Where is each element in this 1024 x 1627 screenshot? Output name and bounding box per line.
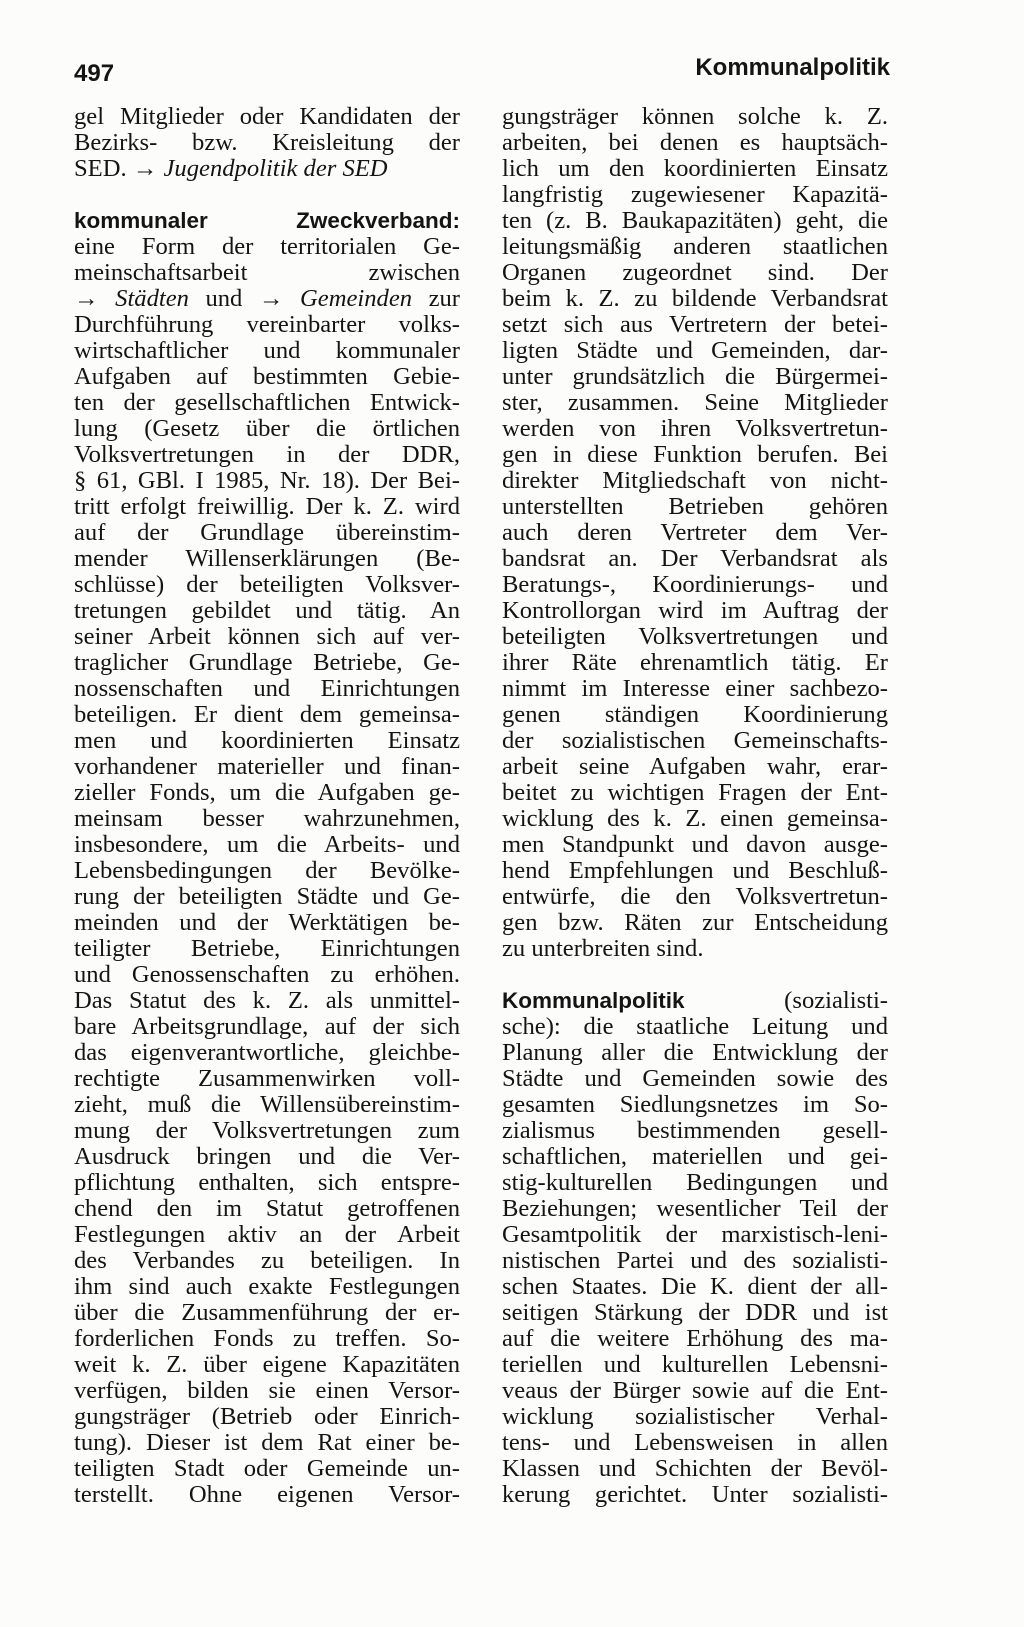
text-line: § 61, GBl. I 1985, Nr. 18). Der Bei- — [74, 467, 460, 494]
text-line: Das Statut des k. Z. als unmittel- — [74, 987, 460, 1014]
text-line: über die Zusammenführung der er- — [74, 1299, 460, 1326]
text-line: Ausdruck bringen und die Ver- — [74, 1143, 460, 1170]
text-line: meinden und der Werktätigen be- — [74, 909, 460, 936]
text-line: beteiligen. Er dient dem gemeinsa- — [74, 701, 460, 728]
text-line: beim k. Z. zu bildende Verbandsrat — [502, 285, 888, 312]
text-line — [74, 208, 460, 234]
cross-reference: Jugendpolitik der SED — [163, 155, 388, 182]
text-line: das eigenverantwortliche, gleichbe- — [74, 1039, 460, 1066]
text-line — [502, 988, 888, 1014]
text-run: → — [74, 285, 116, 312]
text-line: verfügen, bilden sie einen Versor- — [74, 1377, 460, 1404]
headword: kommunaler Zweckverband: — [74, 208, 460, 233]
text-line: unter grundsätzlich die Bürgermei- — [502, 363, 888, 390]
text-line: nimmt im Interesse einer sachbezo- — [502, 675, 888, 702]
text-line: zu unterbreiten sind. — [502, 935, 704, 962]
text-line: meinschaftsarbeit zwischen — [74, 259, 460, 286]
text-line: Kontrollorgan wird im Auftrag der — [502, 597, 888, 624]
text-line: vorhandener materieller und finan- — [74, 753, 460, 780]
text-line: direkter Mitgliedschaft von nicht- — [502, 467, 888, 494]
text-line: zieller Fonds, um die Aufgaben ge- — [74, 779, 460, 806]
text-line: Durchführung vereinbarter volks- — [74, 311, 460, 338]
text-line — [74, 156, 460, 182]
text-line: ihm sind auch exakte Festlegungen — [74, 1273, 460, 1300]
text-run: zur — [412, 285, 460, 312]
text-line: wicklung sozialistischer Verhal- — [502, 1403, 888, 1430]
text-line: auf der Grundlage übereinstim- — [74, 519, 460, 546]
text-line: tens- und Lebensweisen in allen — [502, 1429, 888, 1456]
text-line: bare Arbeitsgrundlage, auf der sich — [74, 1013, 460, 1040]
page-header — [74, 52, 890, 92]
text-line: sche): die staatliche Leitung und — [502, 1013, 888, 1040]
text-line: gungsträger (Betrieb oder Einrich- — [74, 1403, 460, 1430]
text-line: kerung gerichtet. Unter sozialisti- — [502, 1481, 888, 1508]
text-line: und Genossenschaften zu erhöhen. — [74, 961, 460, 988]
text-line: langfristig zugewiesener Kapazitä- — [502, 181, 888, 208]
text-line: insbesondere, um die Arbeits- und — [74, 831, 460, 858]
text-line: Bezirks- bzw. Kreisleitung der — [74, 129, 460, 156]
text-line: tung). Dieser ist dem Rat einer be- — [74, 1429, 460, 1456]
text-line: unterstellten Betrieben gehören — [502, 493, 888, 520]
text-line: gel Mitglieder oder Kandidaten der — [74, 103, 460, 130]
text-line: setzt sich aus Vertretern der betei- — [502, 311, 888, 338]
cross-reference: Städten — [115, 285, 189, 312]
text-line: meinsam besser wahrzunehmen, — [74, 805, 460, 832]
text-line: arbeit seine Aufgaben wahr, erar- — [502, 753, 888, 780]
text-line: rechtigte Zusammenwirken voll- — [74, 1065, 460, 1092]
text-line: tritt erfolgt freiwillig. Der k. Z. wird — [74, 493, 460, 520]
text-line: schen Staates. Die K. dient der all- — [502, 1273, 888, 1300]
text-line: weit k. Z. über eigene Kapazitäten — [74, 1351, 460, 1378]
text-line: ten (z. B. Baukapazitäten) geht, die — [502, 207, 888, 234]
text-line: tretungen gebildet und tätig. An — [74, 597, 460, 624]
text-line: seitigen Stärkung der DDR und ist — [502, 1299, 888, 1326]
text-run: (sozialisti- — [684, 987, 888, 1014]
paragraph-gap — [502, 962, 888, 988]
text-line: auf die weitere Erhöhung des ma- — [502, 1325, 888, 1352]
text-line: ster, zusammen. Seine Mitglieder — [502, 389, 888, 416]
text-line: Städte und Gemeinden sowie des — [502, 1065, 888, 1092]
text-line: gen bzw. Räten zur Entscheidung — [502, 909, 888, 936]
text-line: mung der Volksvertretungen zum — [74, 1117, 460, 1144]
text-line: gen in diese Funktion berufen. Bei — [502, 441, 888, 468]
text-line: Gesamtpolitik der marxistisch-leni- — [502, 1221, 888, 1248]
left-column — [74, 104, 460, 1508]
text-line: Klassen und Schichten der Bevöl- — [502, 1455, 888, 1482]
text-line: rung der beteiligten Städte und Ge- — [74, 883, 460, 910]
text-line: nossenschaften und Einrichtungen — [74, 675, 460, 702]
text-line: entwürfe, die den Volksvertretun- — [502, 883, 888, 910]
text-line: veaus der Bürger sowie auf die Ent- — [502, 1377, 888, 1404]
text-line: pflichtung enthalten, sich entspre- — [74, 1169, 460, 1196]
text-line: lung (Gesetz über die örtlichen — [74, 415, 460, 442]
text-line: des Verbandes zu beteiligen. In — [74, 1247, 460, 1274]
text-line: teriellen und kulturellen Lebensni- — [502, 1351, 888, 1378]
text-line: zialismus bestimmenden gesell- — [502, 1117, 888, 1144]
text-line: ligten Städte und Gemeinden, dar- — [502, 337, 888, 364]
text-line: terstellt. Ohne eigenen Versor- — [74, 1481, 460, 1508]
text-line: arbeiten, bei denen es hauptsäch- — [502, 129, 888, 156]
text-line: werden von ihren Volksvertretun- — [502, 415, 888, 442]
text-line: hend Empfehlungen und Beschluß- — [502, 857, 888, 884]
text-line: Beratungs-, Koordinierungs- und — [502, 571, 888, 598]
text-line: chend den im Statut getroffenen — [74, 1195, 460, 1222]
text-line: gesamten Siedlungsnetzes im So- — [502, 1091, 888, 1118]
text-line: Festlegungen aktiv an der Arbeit — [74, 1221, 460, 1248]
text-line: Volksvertretungen in der DDR, — [74, 441, 460, 468]
text-line: ihrer Räte ehrenamtlich tätig. Er — [502, 649, 888, 676]
text-run: und → — [188, 285, 301, 312]
text-line: bandsrat an. Der Verbandsrat als — [502, 545, 888, 572]
text-line: lich um den koordinierten Einsatz — [502, 155, 888, 182]
text-line — [74, 286, 460, 312]
text-line: eine Form der territorialen Ge- — [74, 233, 460, 260]
text-line: wirtschaftlicher und kommunaler — [74, 337, 460, 364]
cross-reference: Gemeinden — [300, 285, 413, 312]
page-number: 497 — [74, 60, 115, 87]
text-run: SED. → — [74, 155, 164, 182]
text-line: traglicher Grundlage Betriebe, Ge- — [74, 649, 460, 676]
right-column — [502, 104, 888, 1508]
headword: Kommunalpolitik — [502, 988, 685, 1013]
text-line: wicklung des k. Z. einen gemeinsa- — [502, 805, 888, 832]
text-line: leitungsmäßig anderen staatlichen — [502, 233, 888, 260]
text-line: teiligten Stadt oder Gemeinde un- — [74, 1455, 460, 1482]
text-line: der sozialistischen Gemeinschafts- — [502, 727, 888, 754]
text-line: Planung aller die Entwicklung der — [502, 1039, 888, 1066]
text-line: teiligter Betriebe, Einrichtungen — [74, 935, 460, 962]
text-line: Lebensbedingungen der Bevölke- — [74, 857, 460, 884]
text-line: beitet zu wichtigen Fragen der Ent- — [502, 779, 888, 806]
text-line: schlüsse) der beteiligten Volksver- — [74, 571, 460, 598]
text-line: forderlichen Fonds zu treffen. So- — [74, 1325, 460, 1352]
text-line: men und koordinierten Einsatz — [74, 727, 460, 754]
text-line: ten der gesellschaftlichen Entwick- — [74, 389, 460, 416]
paragraph-gap — [74, 182, 460, 208]
text-line: mender Willenserklärungen (Be- — [74, 545, 460, 572]
text-line: men Standpunkt und davon ausge- — [502, 831, 888, 858]
text-line: auch deren Vertreter dem Ver- — [502, 519, 888, 546]
text-line: genen ständigen Koordinierung — [502, 701, 888, 728]
text-line: zieht, muß die Willensübereinstim- — [74, 1091, 460, 1118]
running-head: Kommunalpolitik — [695, 54, 890, 81]
text-line: schaftlichen, materiellen und gei- — [502, 1143, 888, 1170]
text-line: nistischen Partei und des sozialisti- — [502, 1247, 888, 1274]
text-line: Beziehungen; wesentlicher Teil der — [502, 1195, 888, 1222]
text-line: Aufgaben auf bestimmten Gebie- — [74, 363, 460, 390]
text-line: beteiligten Volksvertretungen und — [502, 623, 888, 650]
text-line: Organen zugeordnet sind. Der — [502, 259, 888, 286]
text-line: seiner Arbeit können sich auf ver- — [74, 623, 460, 650]
text-line: stig-kulturellen Bedingungen und — [502, 1169, 888, 1196]
text-line: gungsträger können solche k. Z. — [502, 103, 888, 130]
